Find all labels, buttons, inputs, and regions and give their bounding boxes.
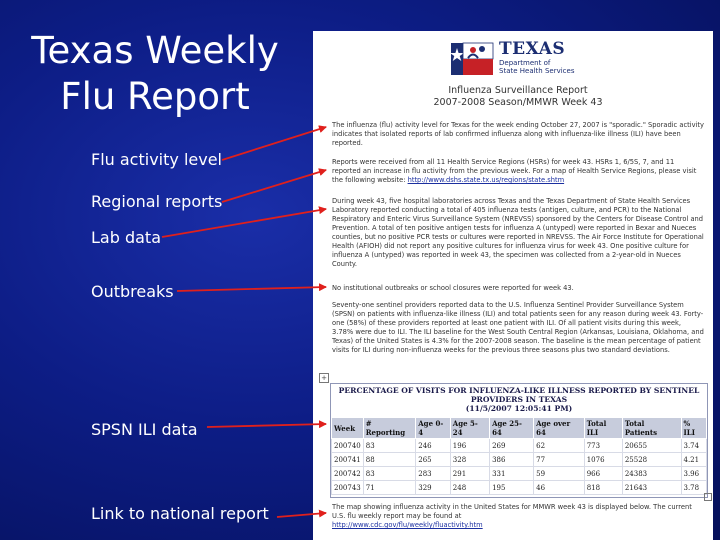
national-report-text: The map showing influenza activity in the United States for MMWR week 43 is displayed below. The current U.S. flu weekly report may be found at bbox=[332, 503, 692, 521]
logo-sub-line1: Department of bbox=[499, 59, 551, 67]
table-cell: 4.21 bbox=[681, 453, 707, 467]
table-cell: 20655 bbox=[622, 439, 681, 453]
table-cell: 77 bbox=[534, 453, 585, 467]
table-cell: 329 bbox=[416, 481, 451, 495]
spsn-paragraph: Seventy-one sentinel providers reported data to the U.S. Influenza Sentinel Provider Surveillance System (SPSN) on patients with influenza-like illness (ILI) and total patients seen for any reason during week 43. Forty-one (58%) of these providers reported at least one patient with ILI. Of all patient visits during this week, 3.78% were due to ILI. The ILI baseline for the West South Central Region (Arkansas, Louisiana, Oklahoma, and Texas) of the United States is 4.3% for the 2007-2008 season. The baseline is the mean percentage of patient visits for ILI during non-influenza weeks for the previous three seasons plus two standard deviations. bbox=[332, 301, 704, 355]
table-cell: 331 bbox=[490, 467, 534, 481]
column-header: Week bbox=[332, 418, 364, 439]
table-cell: 818 bbox=[584, 481, 622, 495]
column-header: Age 25-64 bbox=[490, 418, 534, 439]
ili-table-heading-date: (11/5/2007 12:05:41 PM) bbox=[465, 404, 573, 414]
slide-title-line2: Flu Report bbox=[60, 75, 250, 119]
column-header: Age over 64 bbox=[534, 418, 585, 439]
column-header: Age 5-24 bbox=[450, 418, 489, 439]
table-cell: 46 bbox=[534, 481, 585, 495]
arrow-lab-data bbox=[162, 209, 326, 237]
table-cell: 246 bbox=[416, 439, 451, 453]
slide-title-line1: Texas Weekly bbox=[31, 29, 279, 72]
table-cell: 3.96 bbox=[681, 467, 707, 481]
column-header: Total Patients bbox=[622, 418, 681, 439]
table-cell: 83 bbox=[363, 439, 416, 453]
label-regional-reports: Regional reports bbox=[91, 192, 223, 211]
label-outbreaks: Outbreaks bbox=[91, 282, 174, 301]
regional-reports-text: Reports were received from all 11 Health Service Regions (HSRs) for week 43. HSRs 1, 6/5S, 7, and 11 reported an increase in flu activity from the previous week. For a map of Health Service Regions, please visit the following website: bbox=[332, 158, 697, 185]
label-flu-activity: Flu activity level bbox=[91, 150, 222, 169]
label-national-report: Link to national report bbox=[91, 504, 269, 523]
outbreaks-paragraph: No institutional outbreaks or school closures were reported for week 43. bbox=[332, 284, 574, 292]
arrow-regional-reports bbox=[222, 170, 326, 202]
table-cell: 1076 bbox=[584, 453, 622, 467]
expand-plus-icon[interactable]: + bbox=[319, 373, 329, 383]
label-spsn-ili-data: SPSN ILI data bbox=[91, 420, 198, 439]
arrow-national-report bbox=[277, 513, 326, 517]
table-cell: 62 bbox=[534, 439, 585, 453]
arrow-outbreaks bbox=[177, 287, 326, 291]
table-cell: 200740 bbox=[332, 439, 364, 453]
report-title-line2: 2007-2008 Season/MMWR Week 43 bbox=[433, 96, 603, 108]
arrow-spsn-ili bbox=[207, 424, 326, 427]
table-cell: 283 bbox=[416, 467, 451, 481]
column-header: Age 0-4 bbox=[416, 418, 451, 439]
column-header: % ILI bbox=[681, 418, 707, 439]
table-cell: 248 bbox=[450, 481, 489, 495]
ili-table-heading-line2: PROVIDERS IN TEXAS bbox=[470, 395, 568, 405]
activity-level-paragraph: The influenza (flu) activity level for Texas for the week ending October 27, 2007 is "sporadic." Sporadic activity indicates that isolated reports of lab confirmed influenza along with influenza-like illness (ILI) have been reported. bbox=[332, 121, 705, 148]
table-cell: 328 bbox=[450, 453, 489, 467]
table-cell: 25528 bbox=[622, 453, 681, 467]
label-lab-data: Lab data bbox=[91, 228, 161, 247]
table-cell: 200741 bbox=[332, 453, 364, 467]
cdc-link[interactable]: http://www.cdc.gov/flu/weekly/fluactivity.htm bbox=[332, 521, 483, 530]
table-cell: 21643 bbox=[622, 481, 681, 495]
regions-link[interactable]: http://www.dshs.state.tx.us/regions/state.shtm bbox=[407, 176, 565, 185]
lab-data-paragraph: During week 43, five hospital laboratories across Texas and the Texas Department of State Health Services Laboratory reported conducting a total of 405 influenza tests (antigen, culture, and PCR) to the National Respiratory and Enteric Virus Surveillance System (NREVSS) sponsored by the Centers for Disease Control and Prevention. A total of ten positive antigen tests for influenza A (untyped) were reported in Bexar and Nueces counties, but no positive PCR tests or cultures were reported in NREVSS. The Air Force Institute for Operational Health (AFIOH) did not report any positive cultures for influenza virus for week 43. One positive culture for influenza A (untyped) was reported in week 43, the specimen was collected from a 2-year-old in Nueces County. bbox=[332, 197, 704, 269]
table-cell: 88 bbox=[363, 453, 416, 467]
table-cell: 196 bbox=[450, 439, 489, 453]
table-cell: 200742 bbox=[332, 467, 364, 481]
table-cell: 269 bbox=[490, 439, 534, 453]
table-cell: 59 bbox=[534, 467, 585, 481]
table-cell: 71 bbox=[363, 481, 416, 495]
ili-table-heading-line1: PERCENTAGE OF VISITS FOR INFLUENZA-LIKE ILLNESS REPORTED BY SENTINEL bbox=[338, 386, 700, 395]
report-title-line1: Influenza Surveillance Report bbox=[448, 85, 588, 96]
column-header: Total ILI bbox=[584, 418, 622, 439]
table-cell: 265 bbox=[416, 453, 451, 467]
table-cell: 200743 bbox=[332, 481, 364, 495]
logo-sub-line2: State Health Services bbox=[499, 67, 575, 76]
table-cell: 291 bbox=[450, 467, 489, 481]
table-cell: 195 bbox=[490, 481, 534, 495]
logo-texas-text: TEXAS bbox=[499, 39, 566, 59]
table-cell: 773 bbox=[584, 439, 622, 453]
table-cell: 3.78 bbox=[681, 481, 707, 495]
table-cell: 3.74 bbox=[681, 439, 707, 453]
table-cell: 83 bbox=[363, 467, 416, 481]
arrow-flu-activity bbox=[222, 127, 326, 160]
table-cell: 966 bbox=[584, 467, 622, 481]
table-cell: 24383 bbox=[622, 467, 681, 481]
table-cell: 386 bbox=[490, 453, 534, 467]
column-header: # Reporting bbox=[363, 418, 416, 439]
